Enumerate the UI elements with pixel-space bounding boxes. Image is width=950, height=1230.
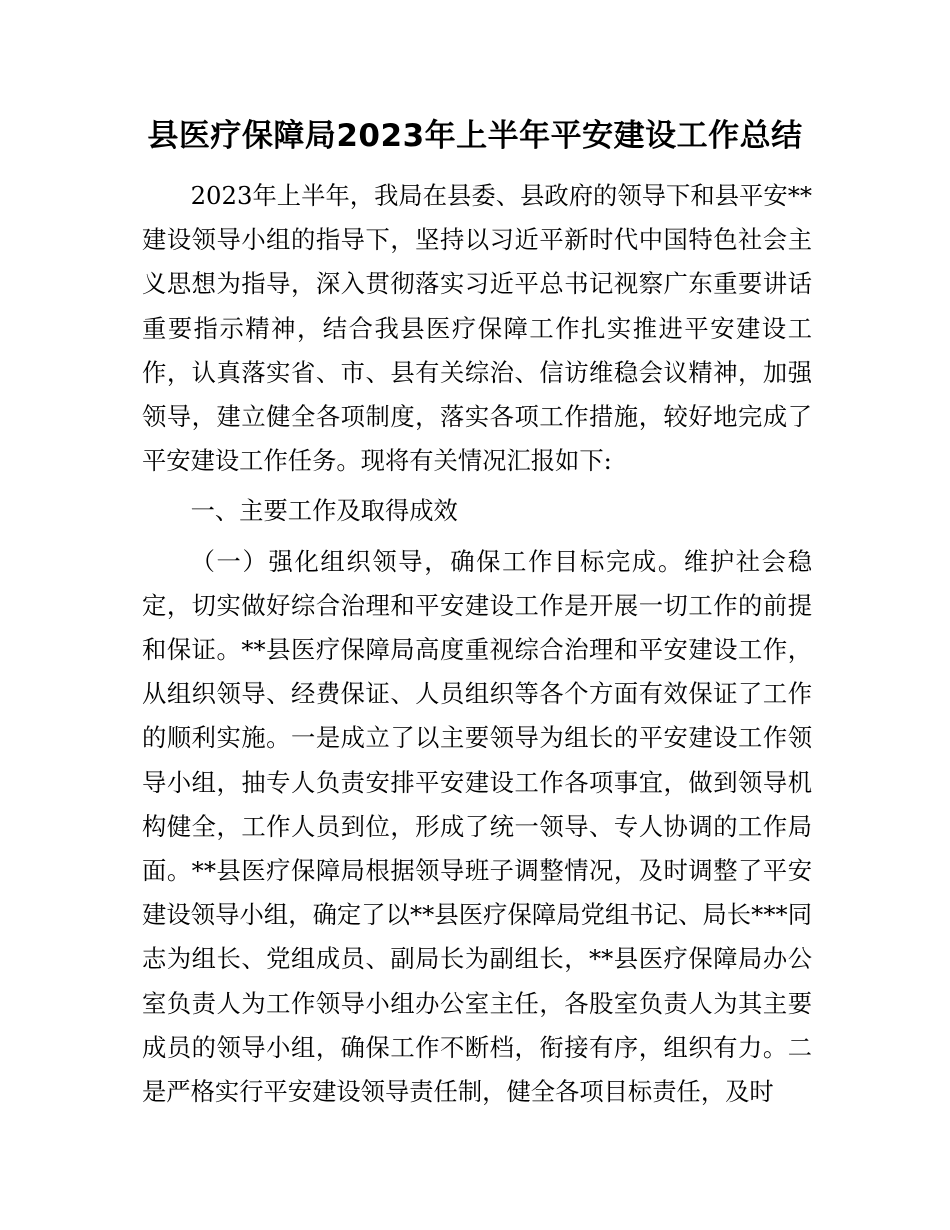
document-body: [142, 174, 812, 1114]
subsection-paragraph: （一）强化组织领导，确保工作目标完成。维护社会稳定，切实做好综合治理和平安建设工作是开展一切工作的前提和保证。**县医疗保障局高度重视综合治理和平安建设工作，从组织领导、经费保证、人员组织等各个方面有效保证了工作的顺利实施。一是成立了以主要领导为组长的平安建设工作领导小组，抽专人负责安排平安建设工作各项事宜，做到领导机构健全，工作人员到位，形成了统一领导、专人协调的工作局面。**县医疗保障局根据领导班子调整情况，及时调整了平安建设领导小组，确定了以**县医疗保障局党组书记、局长***同志为组长、党组成员、副局长为副组长，**县医疗保障局办公室负责人为工作领导小组办公室主任，各股室负责人为其主要成员的领导小组，确保工作不断档，衔接有序，组织有力。二是严格实行平安建设领导责任制，健全各项目标责任，及时: [142, 546, 812, 1107]
section-heading: 一、主要工作及取得成效: [190, 496, 458, 526]
document-title: 县医疗保障局2023年上半年平安建设工作总结: [147, 118, 803, 154]
intro-paragraph: 2023年上半年，我局在县委、县政府的领导下和县平安**建设领导小组的指导下，坚持以习近平新时代中国特色社会主义思想为指导，深入贯彻落实习近平总书记视察广东重要讲话重要指示精神，结合我县医疗保障工作扎实推进平安建设工作，认真落实省、市、县有关综治、信访维稳会议精神，加强领导，建立健全各项制度，落实各项工作措施，较好地完成了平安建设工作任务。现将有关情况汇报如下:: [142, 181, 812, 476]
